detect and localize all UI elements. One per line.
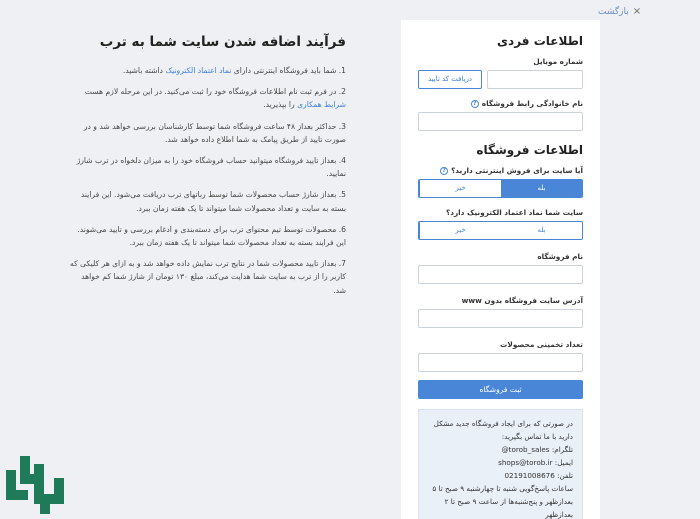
step-text: 2. در فرم ثبت نام اطلاعات فروشگاه خود را ثبت می‌کنید. در این مرحله لازم هست: [84, 87, 346, 97]
close-icon[interactable]: ×: [632, 6, 642, 17]
mobile-label-text: شماره موبایل: [533, 57, 583, 66]
notice-email[interactable]: ایمیل: shops@torob.ir: [498, 458, 573, 467]
family-label: [418, 99, 583, 108]
notice-intro: در صورتی که برای ایجاد فروشگاه جدید مشکل دارید با ما تماس بگیرید:: [433, 419, 573, 441]
back-link[interactable]: [598, 6, 641, 17]
contact-notice: [418, 409, 583, 519]
step-4: 4. بعداز تایید فروشگاه میتوانید حساب فروشگاه خود را به میزان دلخواه در ترب شارژ نمایید.: [76, 156, 346, 179]
enamad-label: [418, 208, 583, 217]
has-site-label-text: آیا سایت برای فروش اینترنتی دارید؟: [451, 166, 583, 175]
registration-form: [401, 20, 600, 519]
step-7: 7. بعداز تایید محصولات شما در نتایج ترب نمایش داده خواهد شد و به ازای هر کلیکی که کاربر را از ترب به سایت شما هدایت می‌کند، مبلغ ۱۳۰ تومان از شارژ شما کم خواهد شد.: [70, 259, 346, 295]
store-name-label-text: نام فروشگاه: [537, 252, 583, 261]
enamad-yes[interactable]: بله: [537, 226, 546, 234]
store-info-title: اطلاعات فروشگاه: [476, 143, 583, 157]
step-text: 1. شما باید فروشگاه اینترنتی دارای: [231, 66, 346, 75]
enamad-label-text: سایت شما نماد اعتماد الکترونیک دارد؟: [446, 208, 583, 217]
get-otp-button[interactable]: دریافت کد تایید: [418, 70, 482, 89]
product-count-label-text: تعداد تخمینی محصولات: [500, 340, 583, 349]
step-2: [70, 85, 346, 111]
personal-info-title: اطلاعات فردی: [497, 34, 583, 48]
enamad-toggle: [418, 221, 583, 240]
family-label-text: نام خانوادگی رابط فروشگاه: [481, 99, 583, 108]
product-count-input[interactable]: [418, 353, 583, 372]
step-text: داشته باشید.: [122, 66, 166, 75]
site-address-input[interactable]: [418, 309, 583, 328]
has-site-yes[interactable]: بله: [501, 180, 582, 197]
has-site-label: [418, 166, 583, 175]
process-title: فرآیند اضافه شدن سایت شما به ترب: [99, 34, 346, 50]
family-name-input[interactable]: [418, 112, 583, 131]
enamad-link[interactable]: نماد اعتماد الکترونیک: [165, 66, 232, 75]
has-site-toggle: [418, 179, 583, 198]
site-address-label-text: آدرس سایت فروشگاه بدون www: [461, 296, 583, 305]
step-3: 3. حداکثر بعداز ۴۸ ساعت فروشگاه شما توسط کارشناسان بررسی خواهد شد و در صورت تایید از طریق پیامک به شما اطلاع داده خواهد شد.: [83, 121, 346, 144]
step-1: [70, 64, 346, 77]
process-info: [70, 34, 346, 305]
back-label[interactable]: بازگشت: [598, 6, 629, 17]
mobile-input[interactable]: [487, 70, 583, 89]
notice-phone: تلفن: 02191008676: [504, 471, 573, 480]
product-count-label: [418, 340, 583, 349]
step-6: 6. محصولات توسط تیم محتوای ترب برای دسته‌بندی و ادغام بررسی و تایید می‌شوند. این فرایند بسته به تعداد محصولات شما میتواند تا یک هفته زمان ببرد.: [77, 224, 346, 248]
question-circle-icon[interactable]: ?: [471, 100, 479, 108]
site-address-label: [418, 296, 583, 305]
mobile-label: [418, 57, 583, 66]
step-text: را بپذیرید.: [263, 100, 298, 110]
question-circle-icon[interactable]: ?: [440, 167, 448, 175]
has-site-no[interactable]: خیر: [419, 180, 501, 197]
step-5: 5. بعداز شارژ حساب محصولات شما توسط رباتهای ترب دریافت می‌شود. این فرایند بسته به سایت و تعداد محصولات شما میتواند تا یک هفته زمان ببرد.: [80, 190, 346, 213]
terms-link[interactable]: شرایط همکاری: [297, 100, 346, 110]
store-name-label: [418, 252, 583, 261]
enamad-no[interactable]: خیر: [419, 222, 501, 239]
notice-telegram: تلگرام: torob_sales@: [501, 445, 573, 454]
torob-logo-icon[interactable]: [6, 456, 70, 518]
store-name-input[interactable]: [418, 265, 583, 284]
submit-store-button[interactable]: ثبت فروشگاه: [418, 380, 583, 399]
notice-hours: ساعات پاسخ‌گویی شنبه تا چهارشنبه ۹ صبح تا ۵ بعدازظهر و پنج‌شنبه‌ها از ساعت ۹ صبح تا ۲ بعدازظهر: [432, 484, 573, 519]
process-steps: [70, 64, 346, 297]
